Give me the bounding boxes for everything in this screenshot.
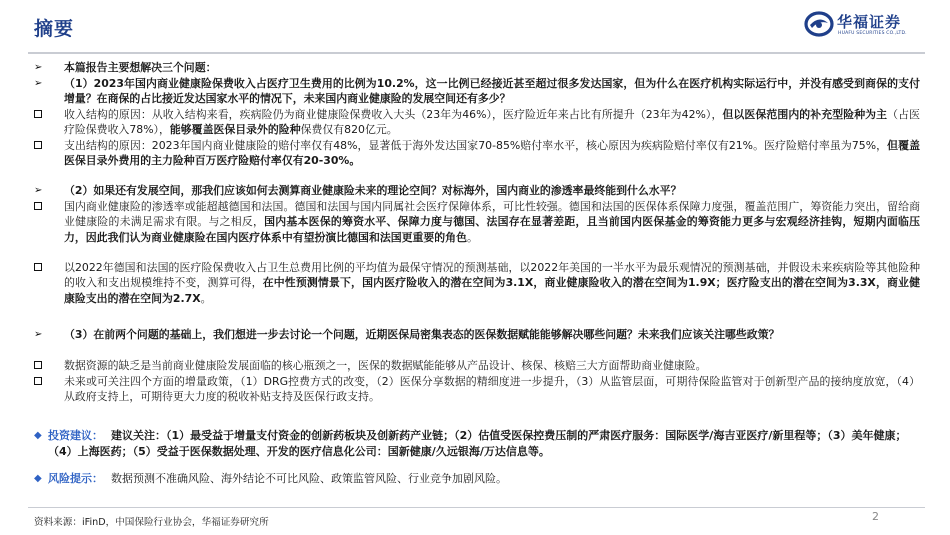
bullet-forecast <box>34 260 920 306</box>
square-bullet-icon <box>34 361 42 369</box>
text-run: 收入结构的原因：从收入结构来看，疾病险仍为商业健康险保费收入大头（23年为46%），医疗险近年来占比有所提升（23年为42%）， <box>64 108 723 121</box>
text-run: 。 <box>466 230 478 244</box>
logo-chinese-name: 华福证券 <box>837 13 902 31</box>
text-run: 能够覆盖医保目录外的险种 <box>169 123 301 137</box>
text-run: 在中性预测情景下，国内医疗险收入的潜在空间为3.1X，商业健康险收入的潜在空间为1.9X；医疗险支出的潜在空间为3.3X，商业健康险支出的潜在空间为2.7X <box>64 276 920 305</box>
source-note: 资料来源：iFinD，中国保险行业协会，华福证券研究所 <box>34 517 269 528</box>
square-bullet-icon <box>34 202 42 210</box>
bullet-expense-structure <box>34 138 920 169</box>
text-run: 国内商业健康险的渗透率或能超越德国和法国。德国和法国与国内同属社会医疗保障体系，可比性较强。德国和法国的医保体系保障力度强，覆盖范围广，筹资能力突出，留给商业健康险的未满足需求有限。与之相反， <box>64 200 920 229</box>
arrow-icon: ➢ <box>34 62 43 73</box>
page-title: 摘要 <box>34 18 75 40</box>
intro-row <box>34 60 920 75</box>
page-number: 2 <box>872 510 879 523</box>
question-2-text: （2）如果还有发展空间，那我们应该如何去测算商业健康险未来的理论空间？对标海外，国内商业的渗透率最终能到什么水平？ <box>64 184 682 197</box>
text-run: 以2022年德国和法国的医疗险保费收入占卫生总费用比例的平均值为最保守情况的预测基础，以2022年美国的一半水平为最乐观情况的预测基础，并假设未来疾病险等其他险种的收入和支出规模维持不变，测算可得， <box>64 261 920 290</box>
risk-text: 数据预测不准确风险、海外结论不可比风险、政策监管风险、行业竞争加剧风险。 <box>111 472 507 485</box>
square-bullet-icon <box>34 141 42 149</box>
question-3 <box>34 327 920 342</box>
diamond-icon: ◆ <box>34 473 42 484</box>
question-2 <box>34 183 920 198</box>
policies-text: 未来或可关注四个方面的增量政策，（1）DRG控费方式的改变，（2）医保分享数据的精细度进一步提升，（3）从监管层面，可期待保险监管对于创新型产品的接纳度放宽，（4）从政府支持上，可期待更大力度的税收补贴支持及医保行政支持。 <box>64 375 920 404</box>
square-bullet-icon <box>34 263 42 271</box>
risk-label: 风险提示： <box>48 472 103 485</box>
text-run: 但覆盖医保目录外费用的主力险种百万医疗险赔付率仅有20-30%。 <box>64 139 920 168</box>
text-run: 但以医保范围内的补充型险种为主 <box>722 108 888 121</box>
text-run: 国内基本医保的筹资水平、保障力度与德国、法国存在显著差距，且当前国内医保基金的筹资能力更多与宏观经济挂钩，短期内面临压力，因此我们认为商业健康险在国内医疗体系中有望扮演比德国和法国更重要的角色 <box>64 215 920 244</box>
text-run: （占医疗险保费收入78%）， <box>64 108 920 137</box>
arrow-icon: ➢ <box>34 78 43 89</box>
question-1 <box>34 76 920 107</box>
text-run: 保费仅有820亿元。 <box>300 123 398 137</box>
footer-divider <box>28 507 925 508</box>
bullet-income-structure <box>34 107 920 138</box>
bullet-policies <box>34 374 920 405</box>
square-bullet-icon <box>34 377 42 385</box>
data-resources-text: 数据资源的缺乏是当前商业健康险发展面临的核心瓶颈之一，医保的数据赋能能够从产品设计、核保、核赔三大方面帮助商业健康险。 <box>64 359 707 372</box>
arrow-icon: ➢ <box>34 185 43 196</box>
company-logo <box>804 9 924 45</box>
question-3-text: （3）在前两个问题的基础上，我们想进一步去讨论一个问题，近期医保局密集表态的医保数据赋能能够解决哪些问题？未来我们应该关注哪些政策？ <box>64 328 780 341</box>
intro-text: 本篇报告主要想解决三个问题： <box>64 61 217 74</box>
risk-warning <box>34 471 920 487</box>
question-1-text: （1）2023年国内商业健康险保费收入占医疗卫生费用的比例为10.2%，这一比例已经接近甚至超过很多发达国家，但为什么在医疗机构实际运行中，并没有感受到商保的支付增量？在商保的占比接近发达国家水平的情况下，未来国内商业健康险的发展空间还有多少？ <box>64 77 920 106</box>
logo-swoosh-icon <box>804 10 834 38</box>
investment-text: 建议关注：（1）最受益于增量支付资金的创新药板块及创新药产业链；（2）估值受医保控费压制的严肃医疗服务：国际医学/海吉亚医疗/新里程等；（3）美年健康；（4）上海医药；（5）受益于医保数据处理、开发的医疗信息化公司：国新健康/久远银海/万达信息等。 <box>48 429 907 458</box>
investment-advice <box>34 428 920 460</box>
bullet-data-resources <box>34 358 920 374</box>
logo-english-name: HUAFU SECURITIES CO.,LTD. <box>838 31 907 36</box>
arrow-icon: ➢ <box>34 329 43 340</box>
text-run: 。 <box>200 291 212 305</box>
bullet-penetration <box>34 199 920 245</box>
diamond-icon: ◆ <box>34 430 42 441</box>
investment-label: 投资建议： <box>48 429 103 442</box>
text-run: 支出结构的原因：2023年国内商业健康险的赔付率仅有48%，显著低于海外发达国家70-85%赔付率水平，核心原因为疾病险赔付率仅有21%。医疗险赔付率虽为75%， <box>64 139 888 152</box>
header-divider <box>28 52 925 54</box>
square-bullet-icon <box>34 110 42 118</box>
